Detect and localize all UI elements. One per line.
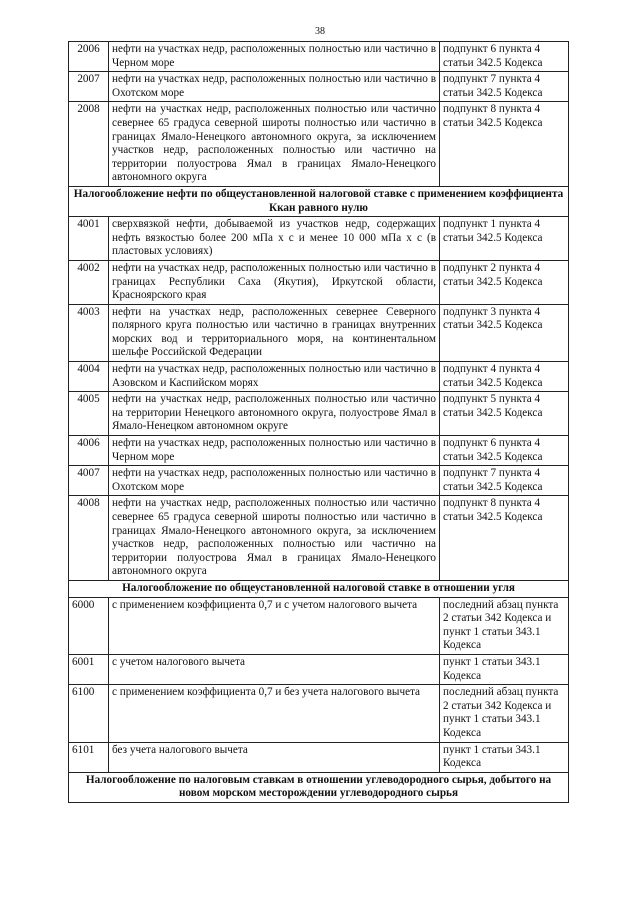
table-row bbox=[69, 436, 569, 466]
table-row bbox=[69, 654, 569, 684]
table-row bbox=[69, 685, 569, 742]
legal-reference-cell: последний абзац пункта 2 статьи 342 Кодекса и пункт 1 статьи 343.1 Кодекса bbox=[440, 597, 569, 654]
legal-reference-cell: подпункт 7 пункта 4 статьи 342.5 Кодекса bbox=[440, 72, 569, 102]
tax-code-cell: 4002 bbox=[69, 260, 109, 304]
section-header-row bbox=[69, 186, 569, 216]
description-cell: нефти на участках недр, расположенных полностью или частично на территории Ненецкого автономного округа, полуострове Ямал в Ямало-Ненецком автономном округе bbox=[109, 392, 440, 436]
table-row bbox=[69, 217, 569, 261]
section-title: Налогообложение по общеустановленной налоговой ставке в отношении угля bbox=[69, 580, 569, 597]
description-cell: нефти на участках недр, расположенных полностью или частично в Черном море bbox=[109, 42, 440, 72]
page-number: 38 bbox=[315, 26, 325, 37]
tax-code-cell: 4007 bbox=[69, 466, 109, 496]
tax-code-cell: 4003 bbox=[69, 304, 109, 361]
tax-code-cell: 6000 bbox=[69, 597, 109, 654]
tax-code-table-body bbox=[69, 42, 569, 803]
tax-code-cell: 4006 bbox=[69, 436, 109, 466]
table-row bbox=[69, 304, 569, 361]
legal-reference-cell: подпункт 6 пункта 4 статьи 342.5 Кодекса bbox=[440, 42, 569, 72]
tax-code-cell: 4004 bbox=[69, 362, 109, 392]
legal-reference-cell: подпункт 8 пункта 4 статьи 342.5 Кодекса bbox=[440, 102, 569, 187]
description-cell: нефти на участках недр, расположенных полностью или частично севернее 65 градуса северной широты полностью или частично в границах Ямало-Ненецкого автономного округа, за исключением участков недр, расположенных полностью или частично на территории полуострова Ямал в границах Ямало-Ненецкого автономного округа bbox=[109, 496, 440, 581]
tax-code-cell: 2008 bbox=[69, 102, 109, 187]
description-cell: сверхвязкой нефти, добываемой из участков недр, содержащих нефть вязкостью более 200 мПа х с и менее 10 000 мПа х с (в пластовых условиях) bbox=[109, 217, 440, 261]
legal-reference-cell: подпункт 1 пункта 4 статьи 342.5 Кодекса bbox=[440, 217, 569, 261]
legal-reference-cell: подпункт 2 пункта 4 статьи 342.5 Кодекса bbox=[440, 260, 569, 304]
tax-code-cell: 2006 bbox=[69, 42, 109, 72]
tax-code-cell: 6101 bbox=[69, 742, 109, 772]
legal-reference-cell: подпункт 4 пункта 4 статьи 342.5 Кодекса bbox=[440, 362, 569, 392]
section-header-row bbox=[69, 772, 569, 802]
description-cell: без учета налогового вычета bbox=[109, 742, 440, 772]
description-cell: нефти на участках недр, расположенных полностью или частично в Черном море bbox=[109, 436, 440, 466]
table-row bbox=[69, 597, 569, 654]
section-header-row bbox=[69, 580, 569, 597]
tax-code-cell: 2007 bbox=[69, 72, 109, 102]
description-cell: с применением коэффициента 0,7 и без учета налогового вычета bbox=[109, 685, 440, 742]
tax-code-cell: 6100 bbox=[69, 685, 109, 742]
tax-code-cell: 4001 bbox=[69, 217, 109, 261]
description-cell: с учетом налогового вычета bbox=[109, 654, 440, 684]
tax-code-cell: 6001 bbox=[69, 654, 109, 684]
legal-reference-cell: подпункт 6 пункта 4 статьи 342.5 Кодекса bbox=[440, 436, 569, 466]
tax-code-cell: 4008 bbox=[69, 496, 109, 581]
description-cell: нефти на участках недр, расположенных полностью или частично в Азовском и Каспийском морях bbox=[109, 362, 440, 392]
legal-reference-cell: пункт 1 статьи 343.1 Кодекса bbox=[440, 654, 569, 684]
table-row bbox=[69, 392, 569, 436]
description-cell: нефти на участках недр, расположенных полностью или частично в Охотском море bbox=[109, 466, 440, 496]
table-row bbox=[69, 742, 569, 772]
description-cell: нефти на участках недр, расположенных полностью или частично в границах Республики Саха (Якутия), Иркутской области, Красноярского края bbox=[109, 260, 440, 304]
legal-reference-cell: подпункт 8 пункта 4 статьи 342.5 Кодекса bbox=[440, 496, 569, 581]
legal-reference-cell: подпункт 3 пункта 4 статьи 342.5 Кодекса bbox=[440, 304, 569, 361]
table-row bbox=[69, 466, 569, 496]
table-row bbox=[69, 496, 569, 581]
table-row bbox=[69, 260, 569, 304]
tax-code-table bbox=[68, 41, 569, 803]
description-cell: с применением коэффициента 0,7 и с учетом налогового вычета bbox=[109, 597, 440, 654]
legal-reference-cell: пункт 1 статьи 343.1 Кодекса bbox=[440, 742, 569, 772]
description-cell: нефти на участках недр, расположенных полностью или частично севернее 65 градуса северной широты полностью или частично в границах Ямало-Ненецкого автономного округа, за исключением участков недр, расположенных полностью или частично на территории полуострова Ямал в границах Ямало-Ненецкого автономного округа bbox=[109, 102, 440, 187]
table-row bbox=[69, 102, 569, 187]
section-title: Налогообложение по налоговым ставкам в отношении углеводородного сырья, добытого на новом морском месторождении углеводородного сырья bbox=[69, 772, 569, 802]
legal-reference-cell: последний абзац пункта 2 статьи 342 Кодекса и пункт 1 статьи 343.1 Кодекса bbox=[440, 685, 569, 742]
section-title: Налогообложение нефти по общеустановленной налоговой ставке с применением коэффициента Ккан равного нулю bbox=[69, 186, 569, 216]
table-row bbox=[69, 42, 569, 72]
legal-reference-cell: подпункт 7 пункта 4 статьи 342.5 Кодекса bbox=[440, 466, 569, 496]
table-row bbox=[69, 362, 569, 392]
description-cell: нефти на участках недр, расположенных полностью или частично в Охотском море bbox=[109, 72, 440, 102]
tax-code-cell: 4005 bbox=[69, 392, 109, 436]
description-cell: нефти на участках недр, расположенных севернее Северного полярного круга полностью или частично в границах внутренних морских вод и территориального моря, на континентальном шельфе Российской Федерации bbox=[109, 304, 440, 361]
legal-reference-cell: подпункт 5 пункта 4 статьи 342.5 Кодекса bbox=[440, 392, 569, 436]
table-row bbox=[69, 72, 569, 102]
